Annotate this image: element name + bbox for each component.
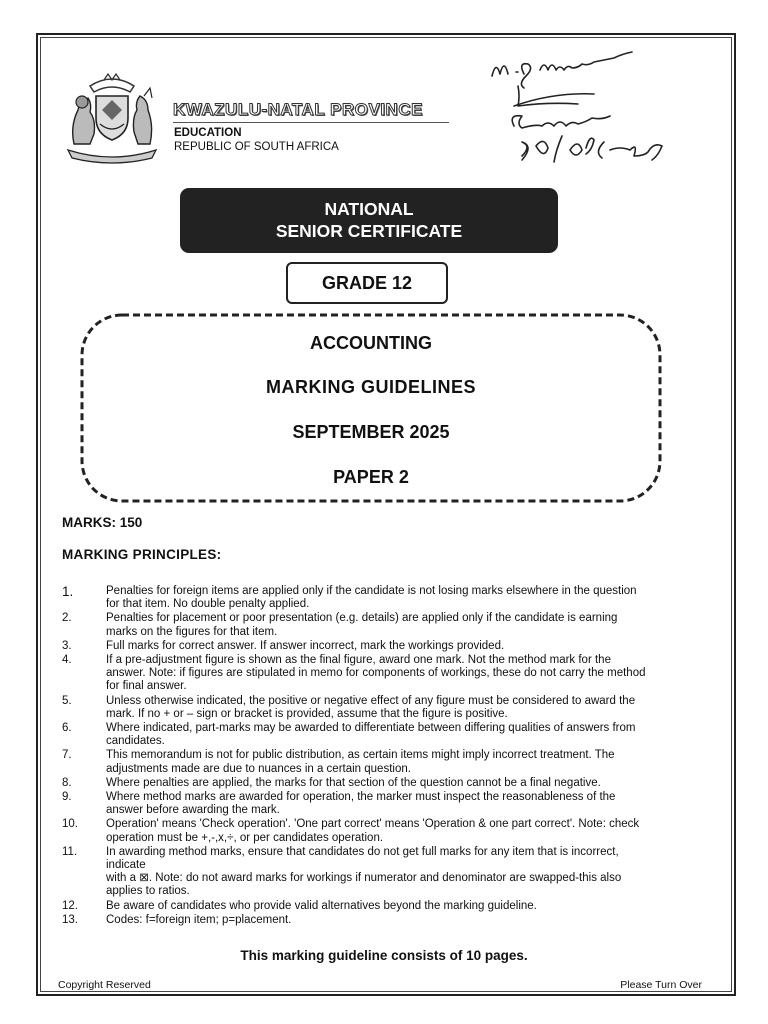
principle-number: 13.: [62, 913, 78, 926]
principle-line: Where method marks are awarded for operation, the marker must inspect the reasonableness of the: [106, 791, 616, 804]
principle-text: [106, 749, 712, 775]
principle-line: Full marks for correct answer. If answer incorrect, mark the workings provided.: [106, 639, 505, 652]
principle-line: with a ⊠. Note: do not award marks for workings if numerator and denominator are swapped-this also: [106, 872, 622, 885]
principle-line: applies to ratios.: [106, 885, 190, 898]
certificate-line-2: SENIOR CERTIFICATE: [275, 221, 463, 241]
principle-line: This memorandum is not for public distribution, as certain items might imply incorrect treatment. The: [106, 749, 615, 762]
principle-number: 9.: [62, 791, 72, 804]
certificate-banner: [180, 188, 558, 253]
principle-item: [62, 695, 712, 721]
principle-item: [62, 791, 712, 817]
signature-name: M·G MANISO: [478, 46, 485, 47]
principle-text: [106, 612, 712, 638]
principle-number: 10.: [62, 818, 78, 831]
principle-number: 3.: [62, 639, 72, 652]
province-rule: [173, 122, 449, 123]
principles-list: [62, 585, 712, 928]
principle-line: mark. If no + or – sign or bracket is provided, assume that the figure is positive.: [106, 707, 508, 720]
country-label: REPUBLIC OF SOUTH AFRICA: [174, 141, 339, 153]
principle-item: [62, 900, 712, 913]
principle-text: [106, 818, 712, 844]
principle-text: [106, 695, 712, 721]
principle-line: Where penalties are applied, the marks for that section of the question cannot be a final negative.: [106, 776, 601, 789]
principle-text: [106, 777, 712, 790]
principle-text: [106, 900, 712, 913]
principle-text: [106, 846, 712, 899]
total-marks: MARKS: 150: [62, 515, 143, 530]
coat-of-arms-logo: [60, 72, 164, 164]
principle-line: Penalties for foreign items are applied only if the candidate is not losing marks elsewhere in the question: [106, 585, 637, 597]
principle-line: Operation' means 'Check operation'. 'One part correct' means 'Operation & one part correct'. Note: check: [106, 818, 640, 831]
principle-item: [62, 612, 712, 638]
principle-line: In awarding method marks, ensure that candidates do not get full marks for any item that is incorrect,: [106, 845, 619, 858]
principle-text: [106, 585, 712, 611]
principle-line: for final answer.: [106, 680, 187, 693]
principle-number: 7.: [62, 749, 72, 762]
principle-line: Be aware of candidates who provide valid alternatives beyond the marking guideline.: [106, 899, 537, 912]
principle-line: indicate: [106, 859, 146, 872]
principle-line: Codes: f=foreign item; p=placement.: [106, 913, 292, 926]
principle-number: 12.: [62, 899, 78, 912]
principle-line: for that item. No double penalty applied.: [106, 598, 310, 611]
principle-item: [62, 846, 712, 899]
principle-text: [106, 791, 712, 817]
principle-number: 11.: [62, 845, 78, 858]
principle-item: [62, 749, 712, 775]
principle-item: [62, 777, 712, 790]
copyright-label: Copyright Reserved: [58, 979, 151, 991]
principle-line: Unless otherwise indicated, the positive or negative effect of any figure must be considered to award the: [106, 694, 636, 707]
principle-number: 2.: [62, 612, 72, 625]
department-label: EDUCATION: [174, 127, 242, 139]
principle-line: candidates.: [106, 735, 165, 748]
principle-line: Penalties for placement or poor presentation (e.g. details) are applied only if the candidate is earning: [106, 612, 618, 625]
principle-number: 8.: [62, 776, 72, 789]
principle-item: [62, 585, 712, 611]
principle-item: [62, 654, 712, 694]
examiner-signature: [478, 46, 708, 174]
principle-item: [62, 818, 712, 844]
principle-text: [106, 722, 712, 748]
province-title: KWAZULU-NATAL PROVINCE: [173, 100, 423, 119]
grade-label: GRADE 12: [286, 262, 448, 304]
principle-line: answer. Note: if figures are stipulated in memo for components of workings, these do not carry the method: [106, 667, 646, 680]
exam-session: SEPTEMBER 2025: [292, 422, 450, 442]
subject-name: ACCOUNTING: [310, 333, 432, 353]
principle-item: [62, 722, 712, 748]
principle-number: 5.: [62, 694, 72, 707]
turn-over-label: Please Turn Over: [620, 979, 702, 991]
principle-text: [106, 914, 712, 927]
principle-item: [62, 640, 712, 653]
principle-text: [106, 640, 712, 653]
principle-line: marks on the figures for that item.: [106, 625, 278, 638]
certificate-line-1: NATIONAL: [324, 199, 414, 219]
principle-line: Where indicated, part-marks may be awarded to differentiate between differing qualities of answers from: [106, 722, 636, 735]
paper-number: PAPER 2: [333, 467, 409, 487]
principle-item: [62, 914, 712, 927]
principles-heading: MARKING PRINCIPLES:: [62, 547, 222, 562]
document-type: MARKING GUIDELINES: [265, 377, 476, 397]
page-count-note: This marking guideline consists of 10 pages.: [240, 948, 528, 963]
principle-line: If a pre-adjustment figure is shown as the final figure, award one mark. Not the method mark for the: [106, 654, 611, 667]
principle-text: [106, 654, 712, 694]
principle-number: 6.: [62, 722, 72, 735]
principle-line: operation must be +,-,x,÷, or per candidates operation.: [106, 831, 384, 844]
principle-number: 4.: [62, 654, 72, 667]
principle-number: 1.: [62, 584, 74, 599]
principle-line: adjustments made are due to nuances in a certain question.: [106, 762, 411, 775]
principle-line: answer before awarding the mark.: [106, 804, 280, 817]
